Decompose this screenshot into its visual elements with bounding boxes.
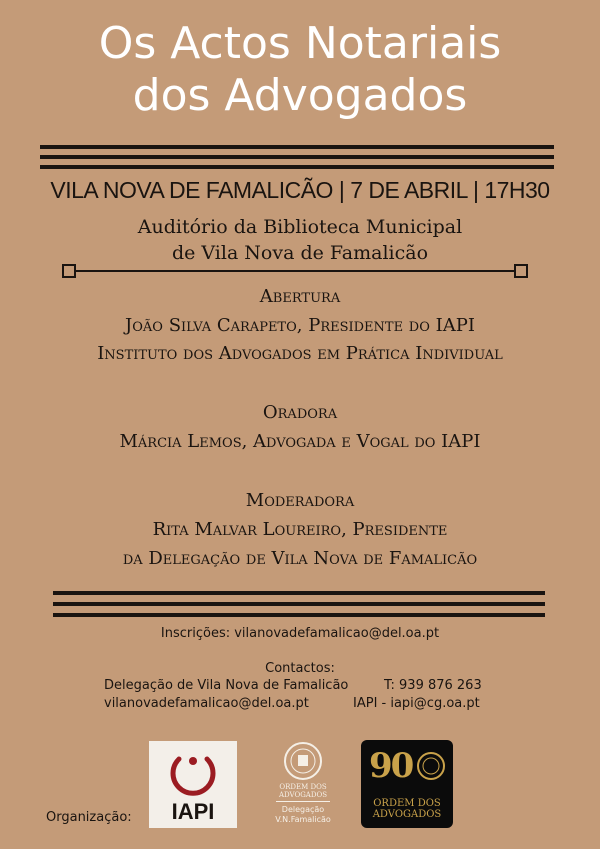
iapi-logo-text: IAPI: [171, 799, 215, 824]
ordem-delegation-logo: [268, 737, 338, 837]
opening-line-1: João Silva Carapeto, Presidente do IAPI: [125, 315, 475, 336]
square-ornament: [514, 264, 528, 278]
ordem-title: ORDEM DOS ADVOGADOS: [278, 783, 327, 799]
opening-line-2: Instituto dos Advogados em Prática Individual: [97, 343, 503, 364]
anniversary-logo: [361, 740, 453, 828]
speaker-line-1: Márcia Lemos, Advogada e Vogal do IAPI: [119, 431, 481, 452]
contact-phone: T: 939 876 263: [384, 678, 482, 693]
divider-rule: [53, 613, 545, 617]
square-ornament: [62, 264, 76, 278]
logo-divider: [276, 801, 330, 802]
moderator-line-1: Rita Malvar Loureiro, Presidente: [152, 519, 448, 540]
contact-iapi-email: IAPI - iapi@cg.oa.pt: [353, 696, 480, 711]
divider-rule: [53, 591, 545, 595]
title-line-2: dos Advogados: [132, 70, 468, 121]
organization-label: Organização:: [46, 810, 132, 825]
divider-rule: [40, 145, 554, 149]
connector-line: [76, 270, 514, 272]
registration-text: Inscrições: vilanovadefamalicao@del.oa.pt: [160, 626, 440, 641]
contact-email: vilanovadefamalicao@del.oa.pt: [104, 696, 309, 711]
seal-icon: [415, 750, 447, 782]
contact-delegation: Delegação de Vila Nova de Famalicão: [104, 678, 349, 693]
iapi-ring-icon: [149, 745, 237, 805]
divider-rule: [53, 602, 545, 606]
ordem-sub: Delegação V.N.Famalicão: [275, 805, 331, 824]
moderator-line-2: da Delegação de Vila Nova de Famalicão: [122, 548, 478, 569]
moderator-heading: Moderadora: [245, 490, 355, 511]
divider-rule: [40, 155, 554, 159]
iapi-logo: [149, 741, 237, 828]
venue-line-2: de Vila Nova de Famalicão: [171, 242, 429, 264]
seal-icon: [268, 737, 338, 787]
event-line: VILA NOVA DE FAMALICÃO | 7 DE ABRIL | 17H30: [50, 177, 550, 203]
anniversary-sub: ORDEM DOS ADVOGADOS: [372, 798, 442, 820]
speaker-heading: Oradora: [262, 402, 338, 423]
title-line-1: Os Actos Notariais: [98, 18, 502, 69]
divider-rule: [40, 165, 554, 169]
opening-heading: Abertura: [259, 286, 341, 307]
contacts-heading: Contactos:: [265, 661, 335, 676]
anniversary-number: 90: [369, 746, 413, 786]
venue-line-1: Auditório da Biblioteca Municipal: [137, 216, 463, 238]
